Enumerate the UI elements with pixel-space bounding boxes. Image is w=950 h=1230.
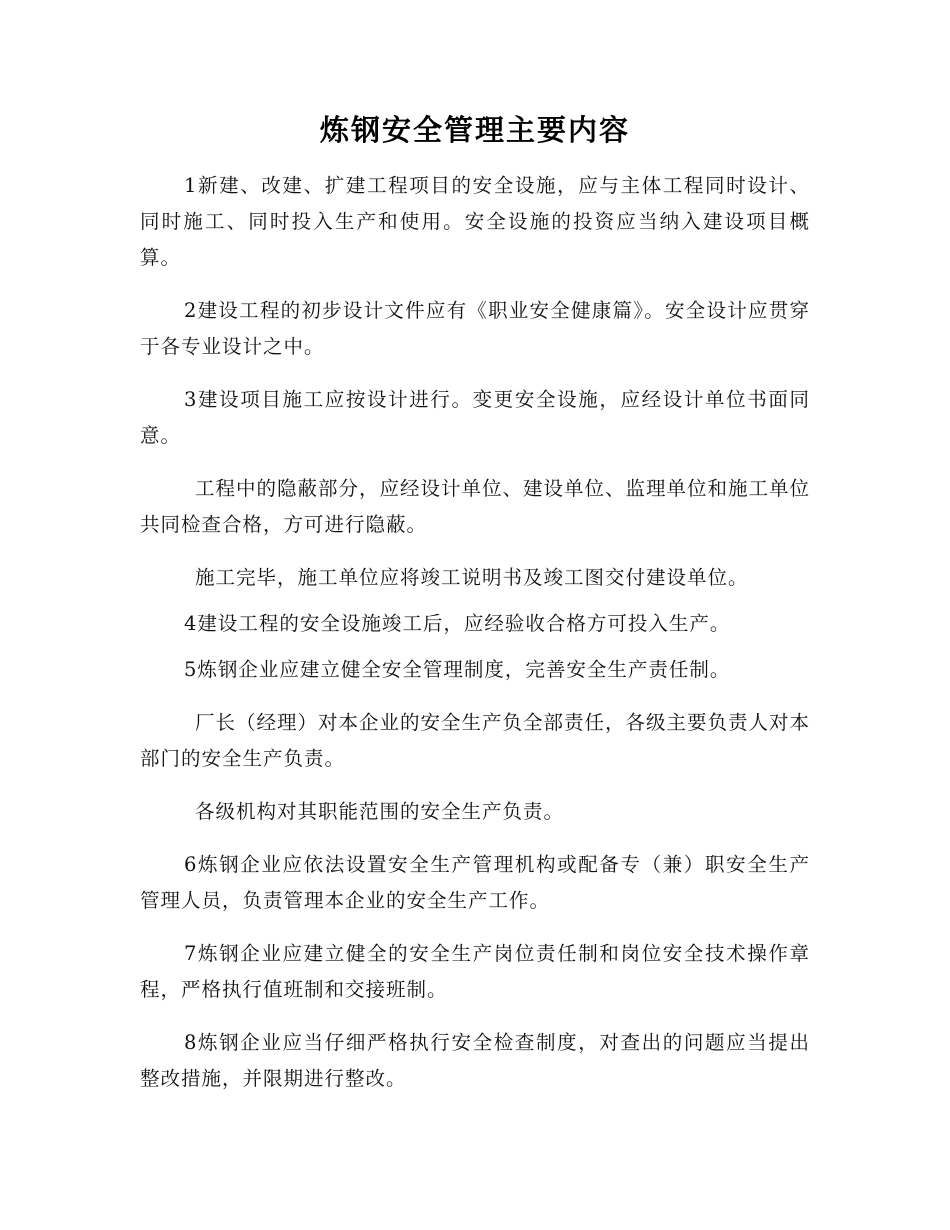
paragraph-12: 8炼钢企业应当仔细严格执行安全检查制度，对查出的问题应当提出整改措施，并限期进行整改。: [140, 1031, 810, 1090]
paragraph-8: 厂长（经理）对本企业的安全生产负全部责任，各级主要负责人对本部门的安全生产负责。: [140, 711, 811, 770]
paragraph-2: 2建设工程的初步设计文件应有《职业安全健康篇》。安全设计应贯穿于各专业设计之中。: [140, 299, 810, 358]
document-title: 炼钢安全管理主要内容: [319, 113, 630, 147]
paragraph-5: 施工完毕，施工单位应将竣工说明书及竣工图交付建设单位。: [195, 566, 749, 589]
paragraph-4: 工程中的隐蔽部分，应经设计单位、建设单位、监理单位和施工单位共同检查合格，方可进行隐蔽。: [140, 477, 811, 536]
paragraph-3: 3建设项目施工应按设计进行。变更安全设施，应经设计单位书面同意。: [140, 388, 810, 447]
paragraph-7: 5炼钢企业应建立健全安全管理制度，完善安全生产责任制。: [184, 658, 731, 681]
document-body: [140, 168, 810, 1097]
paragraph-11: 7炼钢企业应建立健全的安全生产岗位责任制和岗位安全技术操作章程，严格执行值班制和交接班制。: [140, 942, 810, 1001]
paragraph-10: 6炼钢企业应依法设置安全生产管理机构或配备专（兼）职安全生产管理人员，负责管理本企业的安全生产工作。: [140, 853, 810, 912]
paragraph-1: 1新建、改建、扩建工程项目的安全设施，应与主体工程同时设计、同时施工、同时投入生产和使用。安全设施的投资应当纳入建设项目概算。: [140, 174, 810, 269]
paragraph-6: 4建设工程的安全设施竣工后，应经验收合格方可投入生产。: [184, 612, 731, 635]
paragraph-9: 各级机构对其职能范围的安全生产负责。: [195, 800, 565, 823]
